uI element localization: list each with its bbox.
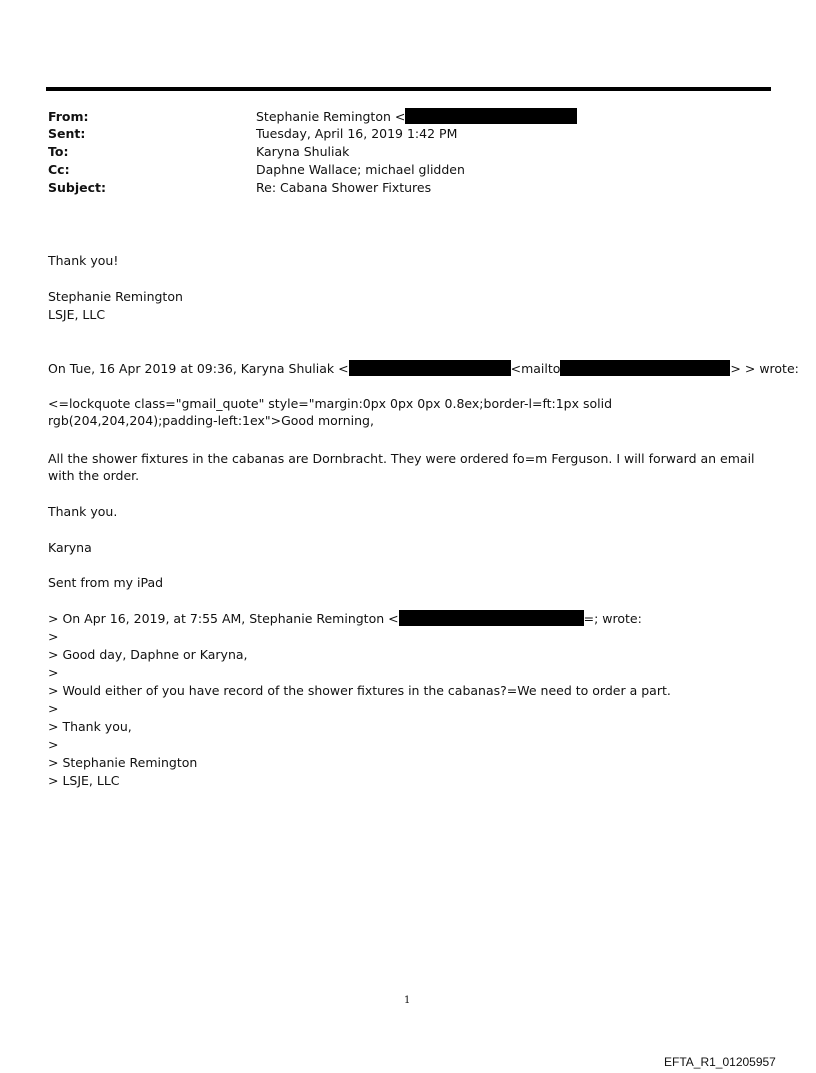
quoted-line: > bbox=[48, 629, 59, 644]
thanks-line: Thank you! bbox=[48, 253, 119, 268]
cc-value: Daphne Wallace; michael glidden bbox=[256, 162, 465, 177]
signature-company: LSJE, LLC bbox=[48, 307, 106, 322]
page-number: 1 bbox=[404, 995, 411, 1006]
sent-value: Tuesday, April 16, 2019 1:42 PM bbox=[256, 126, 458, 141]
from-value-text: Stephanie Remington < bbox=[256, 109, 406, 124]
reply-intro-text-b: <mailto bbox=[510, 361, 561, 376]
quoted-line: > bbox=[48, 737, 59, 752]
quoted-intro bbox=[48, 610, 758, 627]
from-value bbox=[256, 108, 577, 126]
sent-label: Sent: bbox=[48, 126, 86, 141]
quoted-line: > Thank you, bbox=[48, 719, 132, 734]
redaction-block bbox=[405, 108, 577, 124]
signature-name: Stephanie Remington bbox=[48, 289, 183, 304]
quoted-line: > LSJE, LLC bbox=[48, 773, 120, 788]
quoted-line: > Would either of you have record of the shower fixtures in the cabanas?=We need to order a part. bbox=[48, 683, 671, 698]
quoted-intro-text-b: =; wrote: bbox=[583, 611, 642, 626]
document-id: EFTA_R1_01205957 bbox=[664, 1055, 776, 1069]
from-label: From: bbox=[48, 109, 89, 124]
cc-label: Cc: bbox=[48, 162, 70, 177]
redaction-block bbox=[399, 610, 584, 626]
quoted-line: > Stephanie Remington bbox=[48, 755, 198, 770]
blockquote-line: <=lockquote class="gmail_quote" style="margin:0px 0px 0px 0.8ex;border-l=ft:1px solid rgb(204,204,204);padding-left:1ex">Good morning, bbox=[48, 396, 613, 428]
quoted-line: > bbox=[48, 665, 59, 680]
reply-intro-text-a: On Tue, 16 Apr 2019 at 09:36, Karyna Shuliak < bbox=[48, 361, 349, 376]
to-label: To: bbox=[48, 144, 69, 159]
subject-value: Re: Cabana Shower Fixtures bbox=[256, 180, 432, 195]
to-value: Karyna Shuliak bbox=[256, 144, 350, 159]
redaction-block bbox=[349, 360, 511, 376]
header-rule bbox=[46, 87, 771, 91]
redaction-block bbox=[560, 360, 730, 376]
quoted-line: > bbox=[48, 701, 59, 716]
quoted-line: > Good day, Daphne or Karyna, bbox=[48, 647, 248, 662]
subject-label: Subject: bbox=[48, 180, 106, 195]
karyna-line: Karyna bbox=[48, 540, 92, 555]
fixtures-paragraph: All the shower fixtures in the cabanas are Dornbracht. They were ordered fo=m Ferguson. I will forward an email with the order. bbox=[48, 451, 755, 483]
reply-intro bbox=[48, 360, 799, 377]
quoted-intro-text-a: > On Apr 16, 2019, at 7:55 AM, Stephanie Remington < bbox=[48, 611, 399, 626]
ipad-line: Sent from my iPad bbox=[48, 575, 164, 590]
reply-intro-text-c: > > wrote: bbox=[730, 361, 799, 376]
thank-you-line: Thank you. bbox=[48, 504, 118, 519]
